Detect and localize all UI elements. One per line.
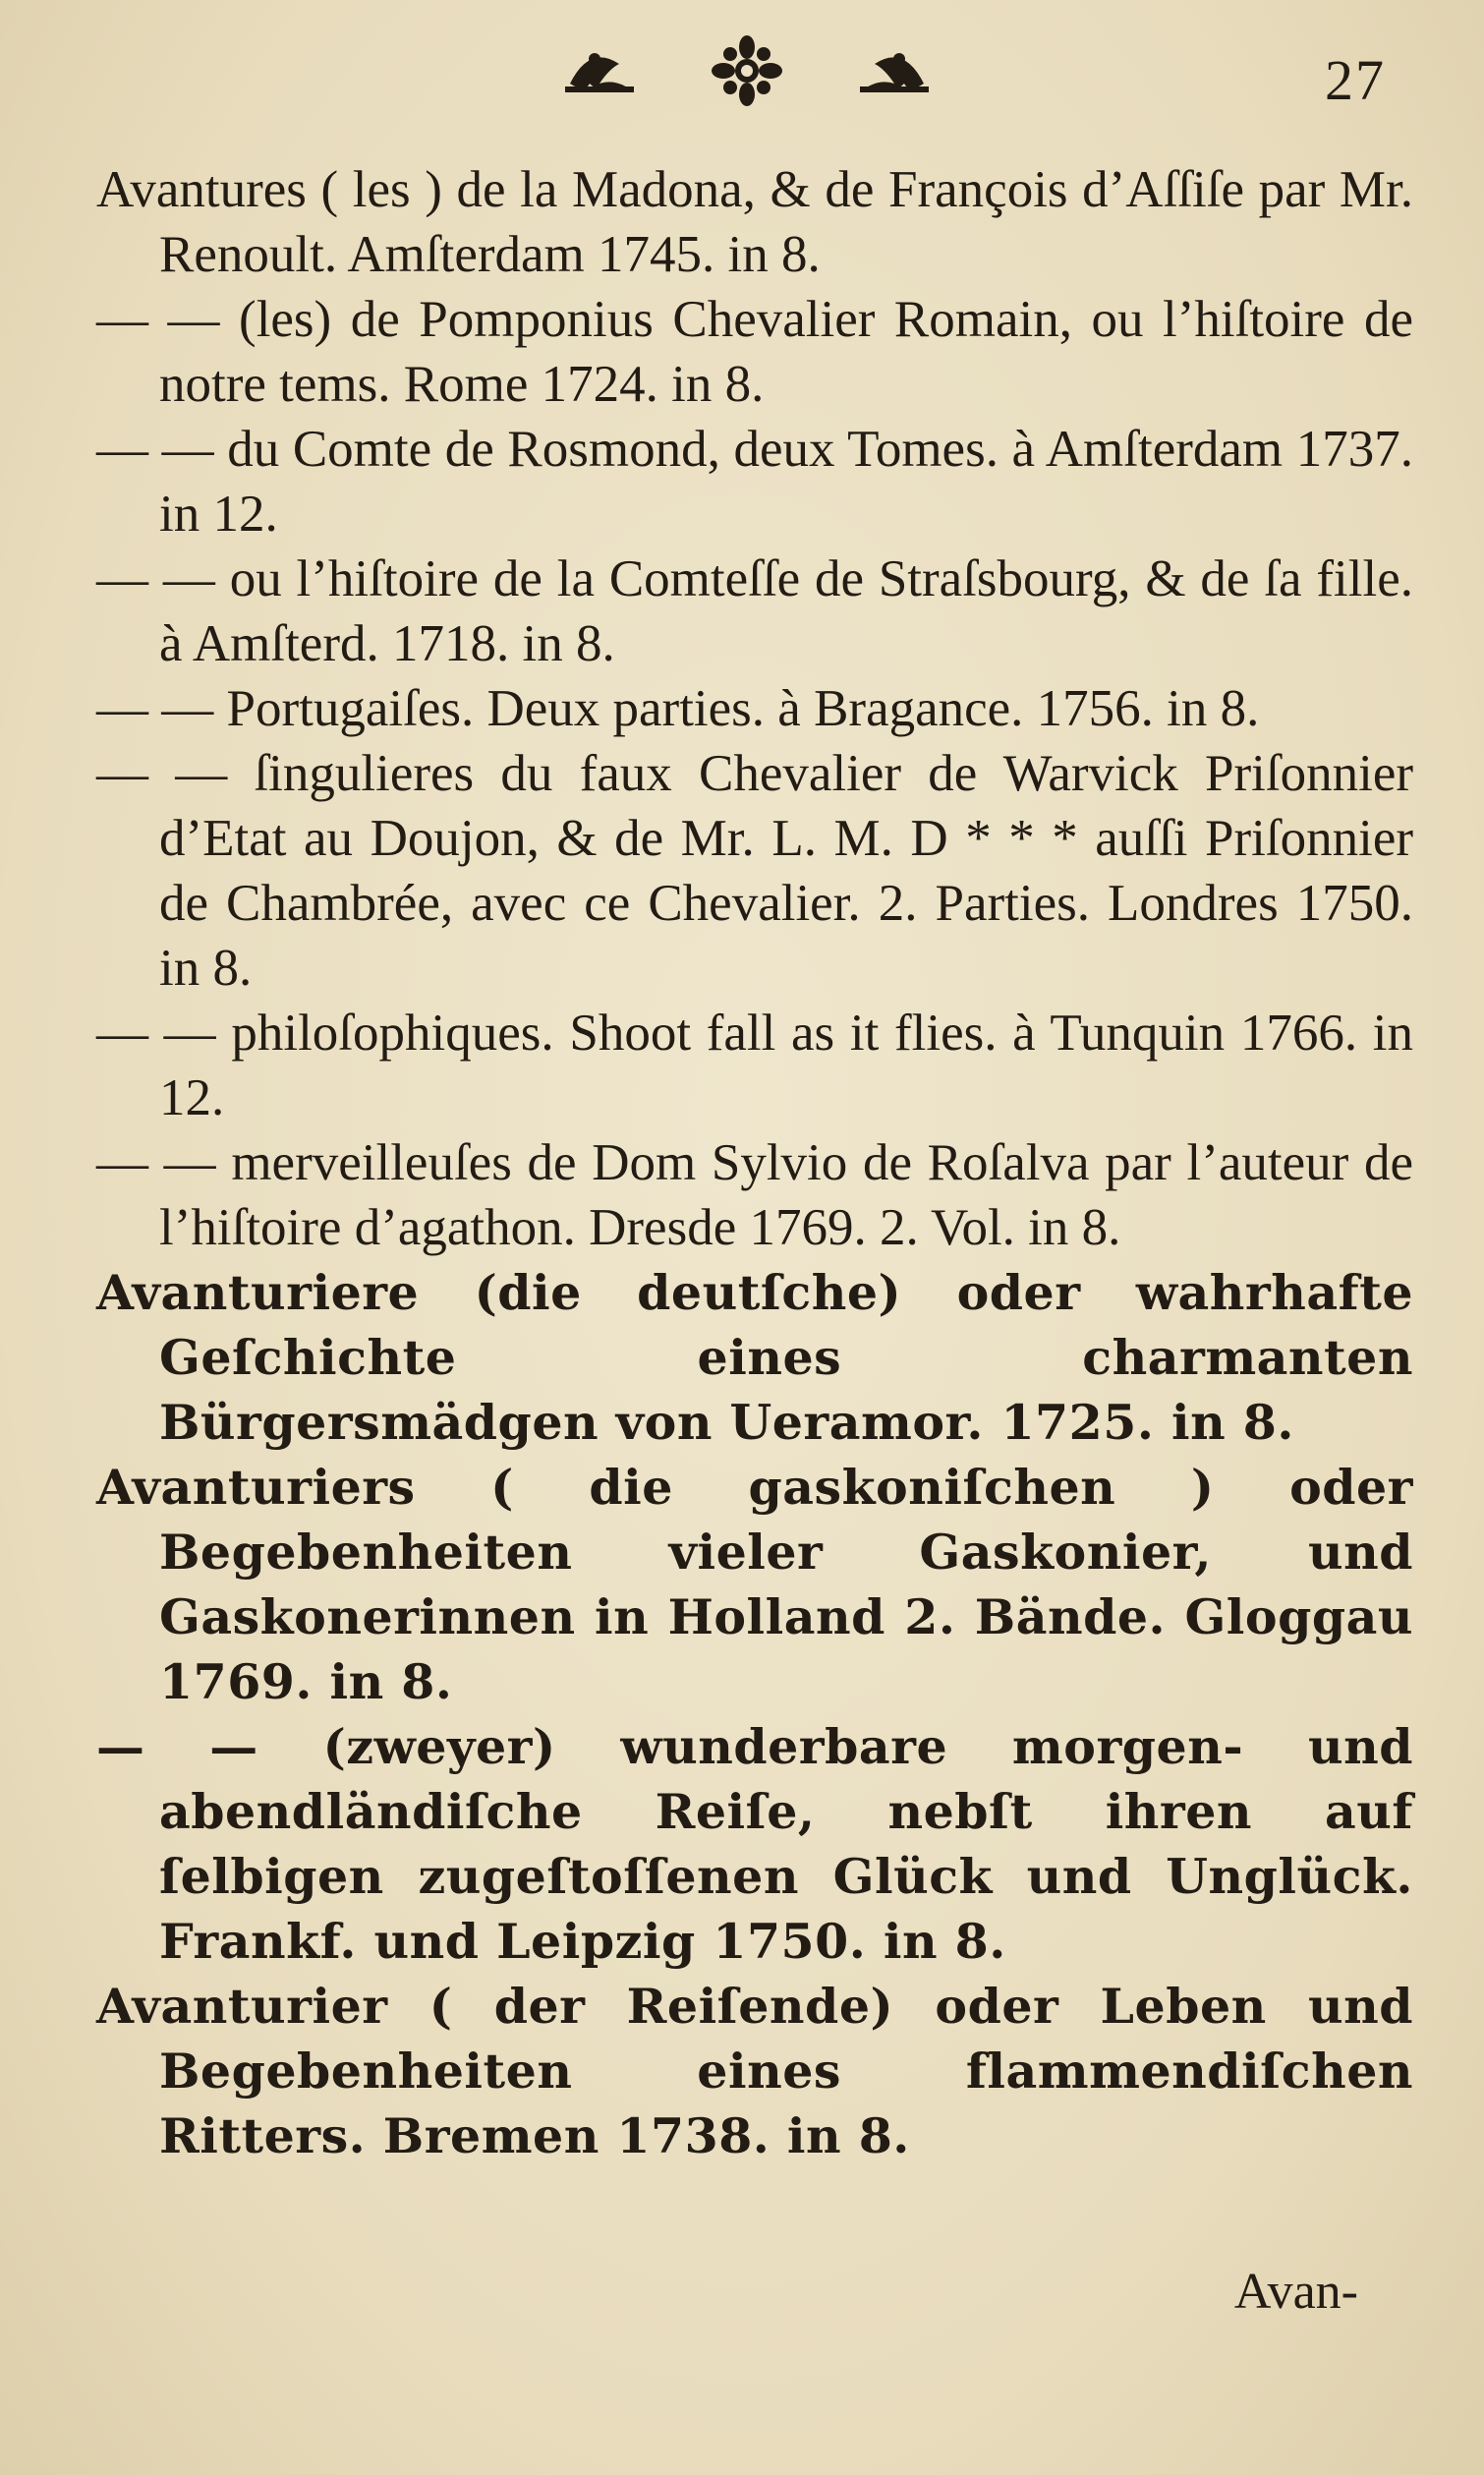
printer-ornament-icon	[550, 29, 943, 118]
bibliography-entry: — — ou l’hiſtoire de la Comteſſe de Straſsbourg, & de ſa fille. à Amſterd. 1718. in 8.	[96, 550, 1413, 672]
bibliography-entry: Avanturiere (die deutſche) oder wahrhafte Geſchichte eines charmanten Bürgersmädgen von Ueramor. 1725. in 8.	[96, 1264, 1413, 1451]
bibliography-entry: — — (zweyer) wunderbare morgen- und abendländiſche Reiſe, nebſt ihren auf ſelbigen zugeſtoſſenen Glück und Unglück. Frankf. und Leipzig 1750. in 8.	[96, 1718, 1413, 1970]
bibliography-entry: — — philoſophiques. Shoot fall as it flies. à Tunquin 1766. in 12.	[96, 1005, 1413, 1126]
catchword: Avan-	[1233, 2264, 1358, 2320]
page-number: 27	[1325, 48, 1386, 112]
bibliography-entry: Avanturiers ( die gaskoniſchen ) oder Begebenheiten vieler Gaskonier, und Gaskonerinnen in Holland 2. Bände. Gloggau 1769. in 8.	[96, 1459, 1413, 1710]
bibliography-entry: Avanturier ( der Reiſende) oder Leben und Begebenheiten eines flammendiſchen Ritters. Bremen 1738. in 8.	[96, 1978, 1413, 2164]
bibliography-entry: — — du Comte de Rosmond, deux Tomes. à Amſterdam 1737. in 12.	[96, 421, 1413, 543]
page-header	[0, 29, 1484, 118]
bibliography-entry: — — ſingulieres du faux Chevalier de Warvick Priſonnier d’Etat au Doujon, & de Mr. L. M. D * * * auſſi Priſonnier de Chambrée, avec ce Chevalier. 2. Parties. Londres 1750. in 8.	[96, 745, 1413, 997]
bibliography-entry: — — Portugaiſes. Deux parties. à Bragance. 1756. in 8.	[96, 680, 1260, 737]
bibliography-entry: — — (les) de Pomponius Chevalier Romain, ou l’hiſtoire de notre tems. Rome 1724. in 8.	[96, 291, 1413, 413]
bibliography-entry: — — merveilleuſes de Dom Sylvio de Roſalva par l’auteur de l’hiſtoire d’agathon. Dresde 1769. 2. Vol. in 8.	[96, 1134, 1413, 1256]
bibliography-entry: Avantures ( les ) de la Madona, & de François d’Aſſiſe par Mr. Renoult. Amſterdam 1745. in 8.	[96, 161, 1413, 283]
bibliography-list	[96, 157, 1413, 2168]
